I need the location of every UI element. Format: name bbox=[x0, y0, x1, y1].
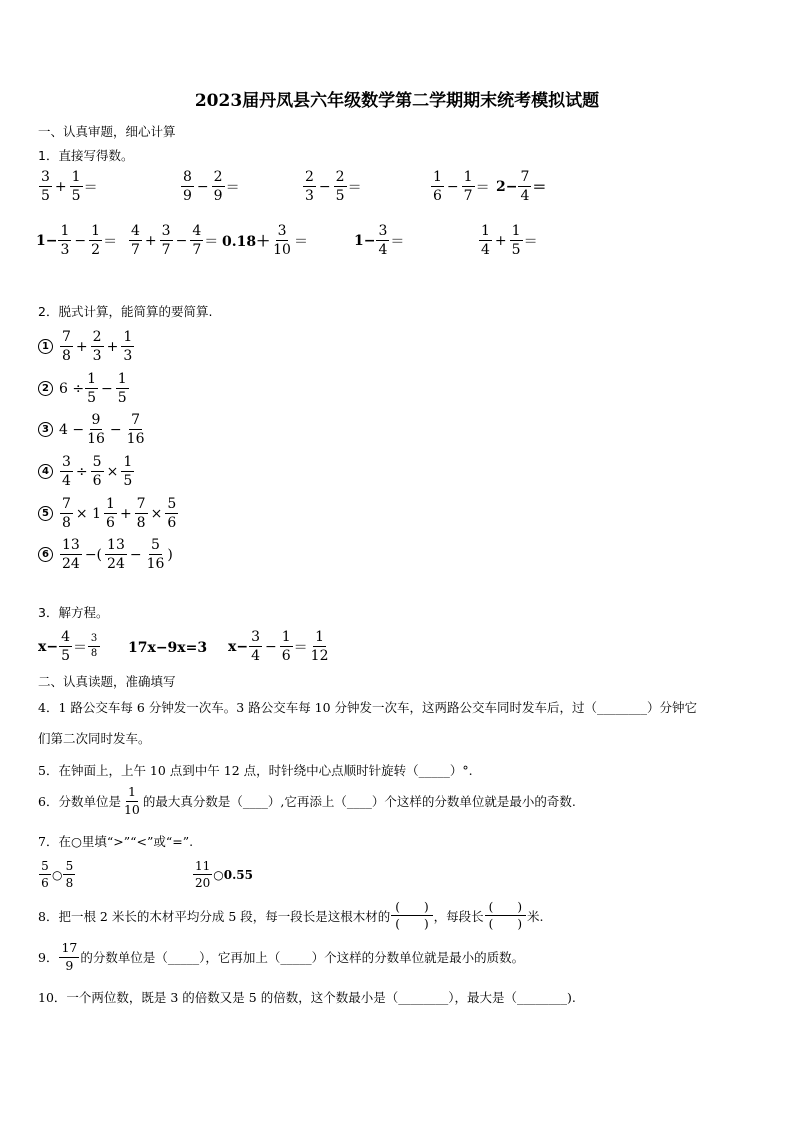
q1-item-6: 1− $\frac{1}{3}$ − $\frac{1}{2}$ ＝ bbox=[36, 223, 118, 258]
q1-item-1: $\frac{3}{5}$ + $\frac{1}{5}$ ＝ bbox=[41, 169, 98, 204]
q7-comparison-2: $\frac{11}{20}$ ○0.55 bbox=[195, 859, 253, 890]
q3-equation-2: 17x−9x=3 bbox=[128, 640, 208, 656]
q2-expression-2: 2 6 ÷ $\frac{1}{5}$ − $\frac{1}{5}$ bbox=[38, 372, 130, 405]
question-3-label: 3．解方程。 bbox=[38, 605, 109, 620]
q1-item-9: 1− $\frac{3}{4}$ ＝ bbox=[354, 223, 405, 258]
circled-number-marker: 5 bbox=[38, 506, 53, 521]
question-4-line-1: 4．1 路公交车每 6 分钟发一次车。3 路公交车每 10 分钟发一次车，这两路公交车同时发车后，过（________）分钟它 bbox=[38, 700, 698, 715]
question-2-label: 2．脱式计算，能简算的要简算. bbox=[38, 304, 213, 319]
circled-number-marker: 4 bbox=[38, 464, 53, 479]
question-7-label: 7．在○里填“>”“<”或“=”. bbox=[38, 834, 194, 849]
q3-equation-1: x− $\frac{4}{5}$ ＝ $\frac{3}{8}$ bbox=[38, 630, 101, 663]
circled-number-marker: 6 bbox=[38, 547, 53, 562]
q1-item-7: $\frac{4}{7}$ + $\frac{3}{7}$ − $\frac{4}{7}$ ＝ bbox=[131, 223, 219, 258]
question-4-line-2: 们第二次同时发车。 bbox=[38, 731, 151, 746]
q1-item-3: $\frac{2}{3}$ − $\frac{2}{5}$ ＝ bbox=[305, 169, 362, 204]
question-6: 6．分数单位是 $\frac{1}{10}$ 的最大真分数是（____）,它再添上（____）个这样的分数单位就是最小的奇数. bbox=[38, 784, 576, 817]
q1-item-10: $\frac{1}{4}$ + $\frac{1}{5}$ ＝ bbox=[481, 223, 538, 258]
question-1-label: 1．直接写得数。 bbox=[38, 148, 134, 163]
q2-expression-4: 4 $\frac{3}{4}$ ÷ $\frac{5}{6}$ × $\frac{1}{5}$ bbox=[38, 455, 135, 488]
question-9: 9． $\frac{17}{9}$ 的分数单位是（_____），它再加上（_____）个这样的分数单位就是最小的质数。 bbox=[38, 940, 525, 973]
q1-item-5: 2− $\frac{7}{4}$ ＝ bbox=[496, 169, 547, 204]
q7-comparison-1: $\frac{5}{6}$ ○ $\frac{5}{8}$ bbox=[38, 860, 76, 889]
circled-number-marker: 1 bbox=[38, 339, 53, 354]
circled-number-marker: 3 bbox=[38, 422, 53, 437]
q2-expression-3: 3 4 − $\frac{9}{16}$ − $\frac{7}{16}$ bbox=[38, 413, 147, 446]
q3-equation-3: x− $\frac{3}{4}$ − $\frac{1}{6}$ ＝ $\frac{1}{12}$ bbox=[228, 629, 329, 664]
section-one-heading: 一、认真审题，细心计算 bbox=[38, 124, 176, 139]
page-title: 2023届丹凤县六年级数学第二学期期末统考模拟试题 bbox=[194, 91, 600, 111]
q1-item-8: 0.18＋ $\frac{3}{10}$ ＝ bbox=[222, 223, 308, 258]
q2-expression-1: 1 $\frac{7}{8}$ + $\frac{2}{3}$ + $\frac{1}{3}$ bbox=[38, 330, 135, 363]
circled-number-marker: 2 bbox=[38, 381, 53, 396]
question-10: 10．一个两位数，既是 3 的倍数又是 5 的倍数，这个数最小是（________），最大是（________). bbox=[38, 990, 576, 1005]
q2-expression-6: 6 $\frac{13}{24}$ −( $\frac{13}{24}$ − $\frac{5}{16}$ ) bbox=[38, 538, 173, 571]
section-two-heading: 二、认真读题，准确填写 bbox=[38, 674, 176, 689]
answer-fraction-blank[interactable]: $\frac{( )}{( )}$ bbox=[391, 901, 432, 930]
q1-item-4: $\frac{1}{6}$ − $\frac{1}{7}$ ＝ bbox=[433, 169, 490, 204]
answer-fraction-blank[interactable]: $\frac{( )}{( )}$ bbox=[485, 901, 526, 930]
question-8: 8．把一根 2 米长的木材平均分成 5 段，每一段长是这根木材的 $\frac{( )}{( )}$ ，每段长 $\frac{( )}{( )}$ 米. bbox=[38, 900, 544, 931]
question-5: 5．在钟面上，上午 10 点到中午 12 点，时针绕中心点顺时针旋转（_____）°. bbox=[38, 763, 473, 778]
q2-expression-5: 5 $\frac{7}{8}$ × 1 $\frac{1}{6}$ + $\frac{7}{8}$ × $\frac{5}{6}$ bbox=[38, 497, 179, 530]
q1-item-2: $\frac{8}{9}$ − $\frac{2}{9}$ ＝ bbox=[183, 169, 240, 204]
